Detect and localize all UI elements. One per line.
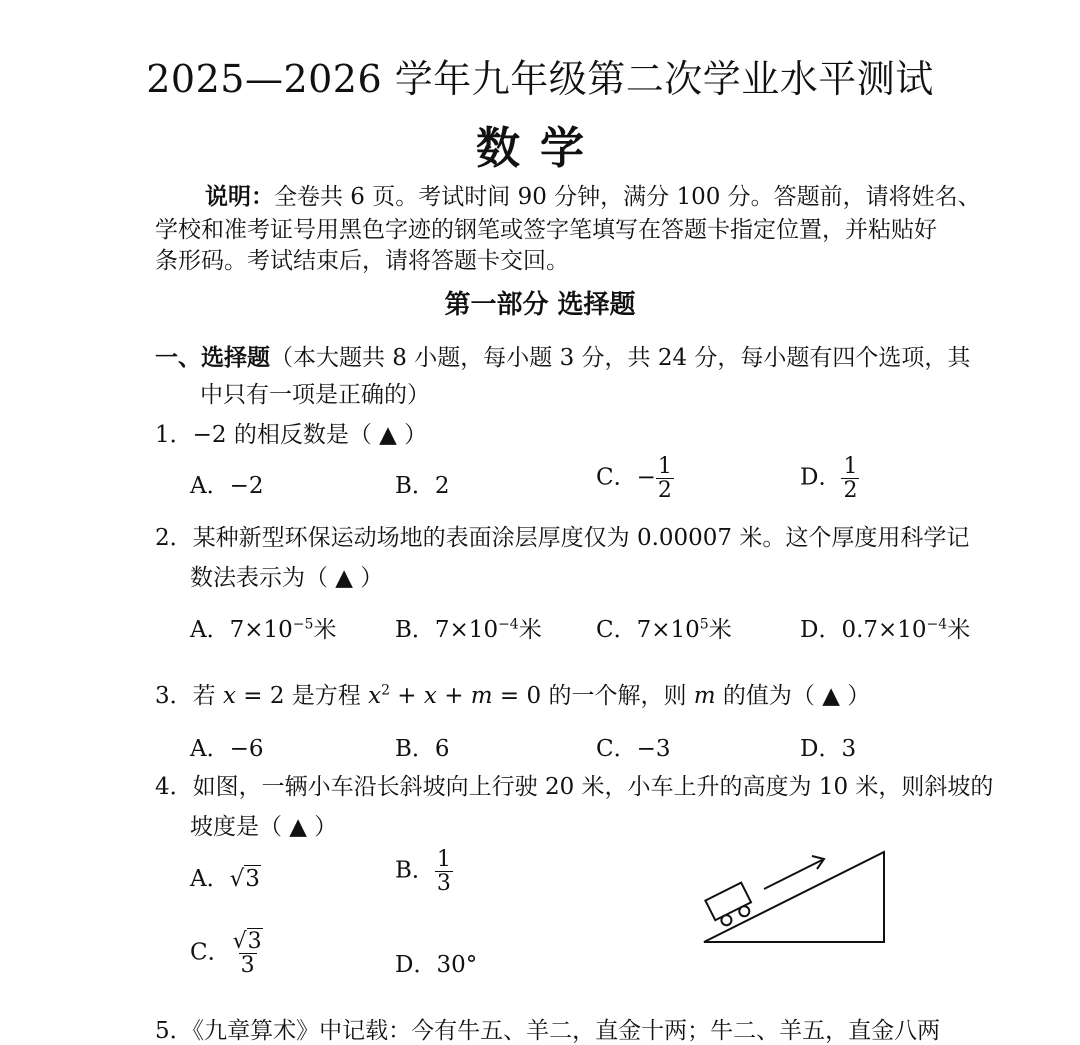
part1-heading-line2: 中只有一项是正确的） bbox=[200, 382, 430, 408]
q2-option-d: D．$0.7\times 10^{-4}$米 bbox=[800, 616, 971, 643]
question-3-stem: 3．若 x = 2 是方程 $x^2 + x + m = 0$ 的一个解，则 m 的值为（ ▲ ） bbox=[155, 682, 871, 709]
q2-option-a: A．$7\times 10^{-5}$米 bbox=[190, 616, 337, 643]
instructions-line2: 学校和准考证号用黑色字迹的钢笔或签字笔填写在答题卡指定位置，并粘贴好 bbox=[155, 217, 937, 243]
instructions-label: 说明： bbox=[205, 183, 274, 210]
question-4-stem-line2: 坡度是（ ▲ ） bbox=[190, 814, 338, 840]
q4-option-c: C． $\frac{√3}{3}$ bbox=[190, 929, 262, 979]
question-4-stem-line1: 4．如图，一辆小车沿长斜坡向上行驶 20 米，小车上升的高度为 10 米，则斜坡的 bbox=[155, 774, 994, 800]
q2-option-c: C．$7\times 10^5$米 bbox=[596, 616, 732, 643]
q3-option-d: D．3 bbox=[800, 736, 857, 762]
question-2-stem-line1: 2．某种新型环保运动场地的表面涂层厚度仅为 0.00007 米。这个厚度用科学记 bbox=[155, 525, 970, 551]
q1-option-b: B．2 bbox=[395, 473, 450, 499]
slope-figure bbox=[690, 845, 900, 950]
subject-title: 数学 bbox=[476, 123, 604, 174]
q1-option-a: A．−2 bbox=[190, 473, 264, 499]
q4-option-b: B． $\frac{1}{3}$ bbox=[395, 847, 451, 897]
q2-option-b: B．$7\times 10^{-4}$米 bbox=[395, 616, 542, 643]
part1-heading: 一、选择题（本大题共 8 小题，每小题 3 分，共 24 分，每小题有四个选项，其 bbox=[155, 344, 971, 371]
direction-arrow-icon bbox=[764, 856, 824, 889]
section-title: 第一部分 选择题 bbox=[444, 290, 636, 320]
q3-option-c: C．−3 bbox=[596, 736, 671, 762]
instructions-line3: 条形码。考试结束后，请将答题卡交回。 bbox=[155, 248, 569, 274]
question-1-stem: 1．−2 的相反数是（ ▲ ） bbox=[155, 422, 428, 448]
q3-option-b: B．6 bbox=[395, 736, 450, 762]
cart-icon bbox=[705, 883, 755, 930]
instructions-line1: 说明：全卷共 6 页。考试时间 90 分钟，满分 100 分。答题前，请将姓名、 bbox=[205, 183, 981, 210]
q1-option-c: C．− $\frac{1}{2}$ bbox=[596, 454, 672, 504]
q1-option-d: D． $\frac{1}{2}$ bbox=[800, 454, 858, 504]
q4-option-a: A．√3 bbox=[190, 866, 260, 892]
question-2-stem-line2: 数法表示为（ ▲ ） bbox=[190, 565, 384, 591]
q3-option-a: A．−6 bbox=[190, 736, 264, 762]
exam-title: 2025—2026 学年九年级第二次学业水平测试 bbox=[146, 57, 934, 101]
question-5-partial: 5．《九章算术》中记载：今有牛五、羊二，直金十两；牛二、羊五，直金八两 bbox=[155, 1018, 941, 1044]
q4-option-d: D．30° bbox=[395, 952, 478, 978]
